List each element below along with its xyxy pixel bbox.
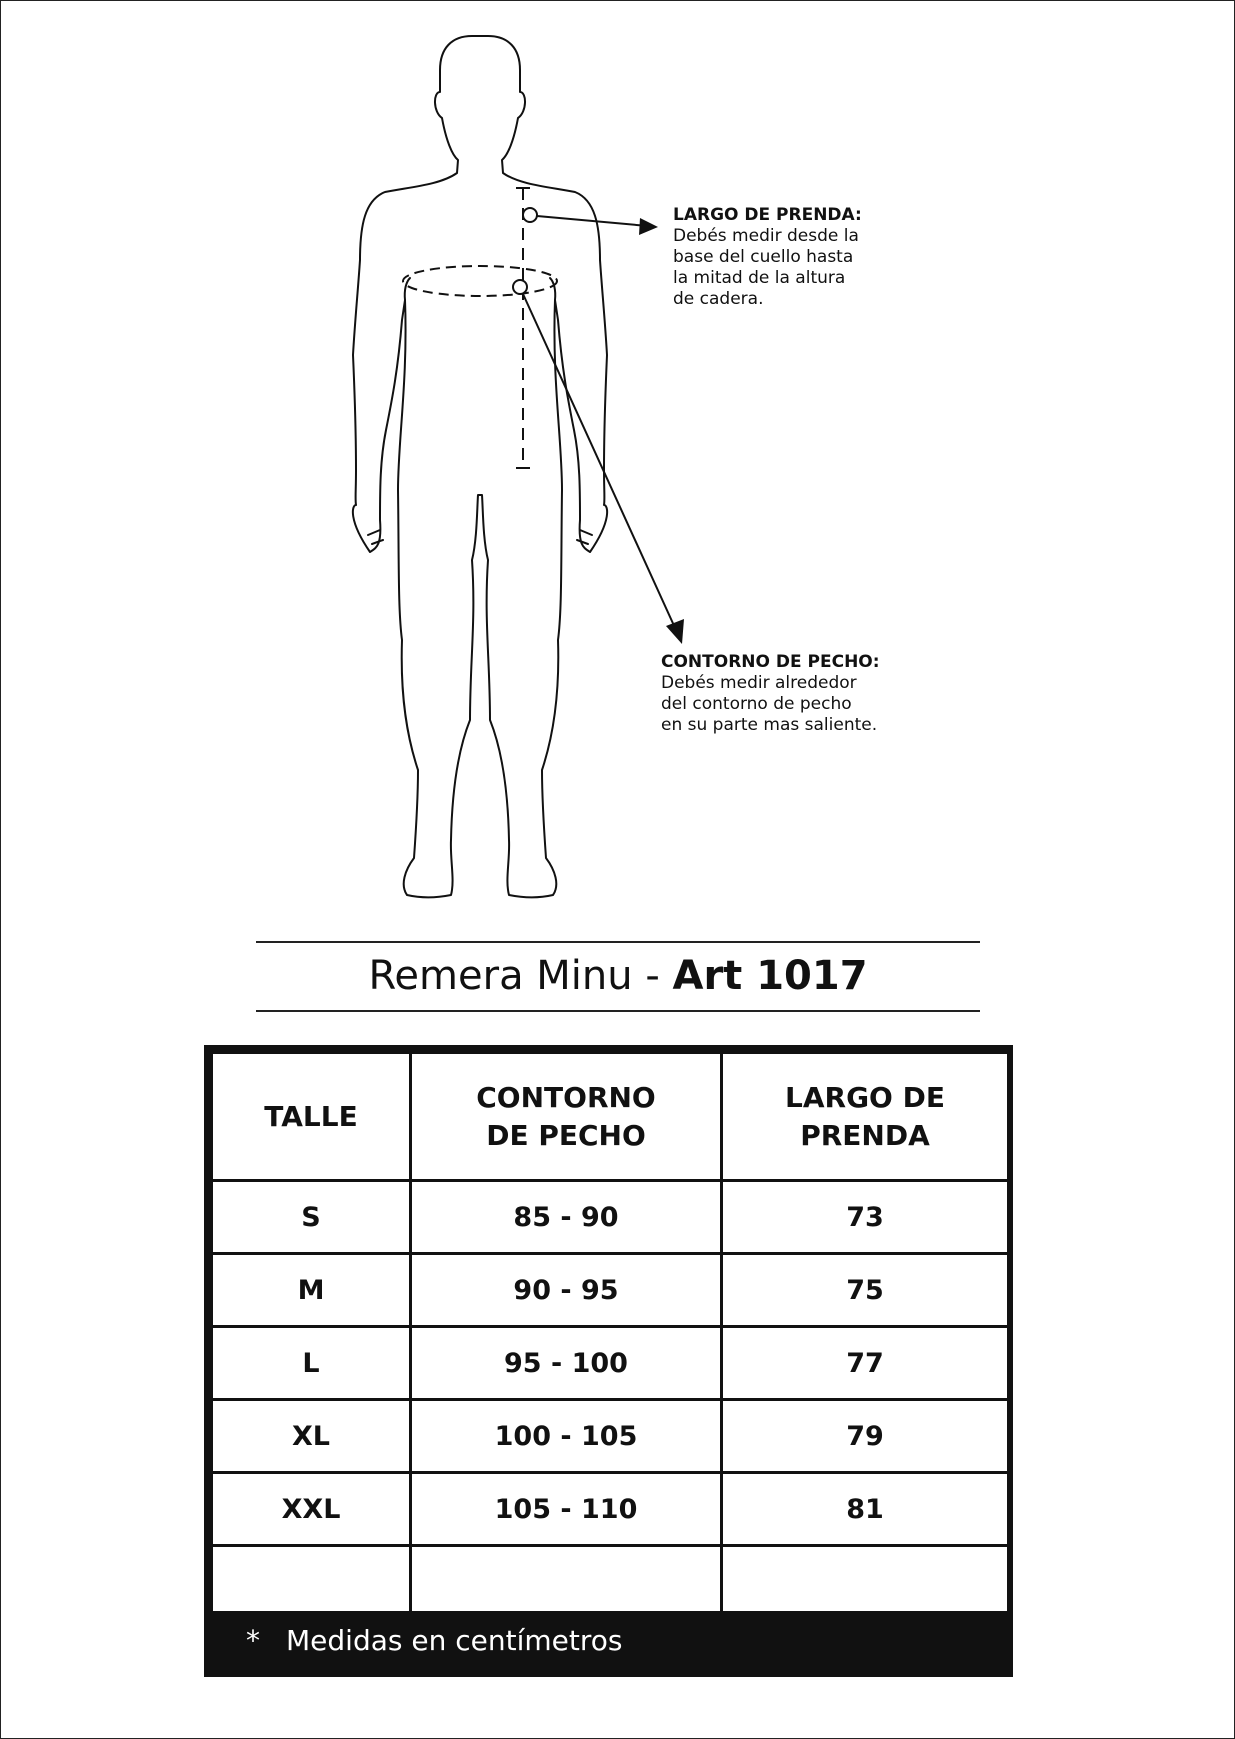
contorno-leader <box>523 294 676 630</box>
cell-talle: XXL <box>212 1473 411 1546</box>
table-row <box>212 1473 1009 1546</box>
contorno-marker <box>513 280 527 294</box>
contorno-arrowhead <box>666 619 684 644</box>
table-row <box>212 1400 1009 1473</box>
cell-talle: S <box>212 1181 411 1254</box>
body-outline <box>353 36 607 897</box>
header-largo <box>722 1053 1009 1181</box>
cell-largo: 75 <box>722 1254 1009 1327</box>
largo-leader <box>537 216 648 226</box>
cell-contorno: 90 - 95 <box>411 1254 722 1327</box>
size-grid <box>210 1051 1010 1614</box>
contorno-note-line: del contorno de pecho <box>661 694 852 714</box>
table-row <box>212 1181 1009 1254</box>
largo-note-line: Debés medir desde la <box>673 226 859 246</box>
title-top-rule <box>256 941 980 943</box>
contorno-note-line: en su parte mas saliente. <box>661 715 878 735</box>
largo-note-title: LARGO DE PRENDA: <box>673 205 862 225</box>
cell-contorno: 100 - 105 <box>411 1400 722 1473</box>
cell-largo <box>722 1546 1009 1613</box>
cell-contorno: 105 - 110 <box>411 1473 722 1546</box>
largo-arrowhead <box>639 218 658 235</box>
table-row-empty <box>212 1546 1009 1613</box>
header-line: PRENDA <box>800 1118 930 1152</box>
table-header-row <box>212 1053 1009 1181</box>
cell-largo: 77 <box>722 1327 1009 1400</box>
header-talle <box>212 1053 411 1181</box>
cell-talle: M <box>212 1254 411 1327</box>
table-row <box>212 1327 1009 1400</box>
contorno-note <box>661 652 880 736</box>
product-name: Remera Minu - <box>368 953 660 999</box>
cell-largo: 81 <box>722 1473 1009 1546</box>
cell-contorno <box>411 1546 722 1613</box>
contorno-note-title: CONTORNO DE PECHO: <box>661 652 880 672</box>
cell-contorno: 95 - 100 <box>411 1327 722 1400</box>
largo-note-line: de cadera. <box>673 289 764 309</box>
cell-talle: XL <box>212 1400 411 1473</box>
chest-measure-ellipse <box>403 266 557 296</box>
header-line: CONTORNO <box>476 1080 656 1114</box>
product-title <box>256 948 980 1004</box>
header-contorno <box>411 1053 722 1181</box>
product-article: Art 1017 <box>672 953 868 999</box>
largo-note-line: base del cuello hasta <box>673 247 854 267</box>
largo-marker <box>523 208 537 222</box>
footnote-text: Medidas en centímetros <box>286 1624 623 1657</box>
cell-talle <box>212 1546 411 1613</box>
footnote-asterisk: * <box>246 1624 260 1657</box>
header-line: DE PECHO <box>486 1118 646 1152</box>
header-line: LARGO DE <box>785 1080 945 1114</box>
left-armpit <box>405 278 410 300</box>
cell-talle: L <box>212 1327 411 1400</box>
largo-note <box>673 205 862 310</box>
title-bottom-rule <box>256 1010 980 1012</box>
largo-note-line: la mitad de la altura <box>673 268 846 288</box>
table-footer-note <box>210 1611 1007 1671</box>
cell-largo: 79 <box>722 1400 1009 1473</box>
right-armpit <box>550 278 555 300</box>
cell-contorno: 85 - 90 <box>411 1181 722 1254</box>
header-line: TALLE <box>264 1099 358 1133</box>
table-row <box>212 1254 1009 1327</box>
size-table <box>204 1045 1013 1677</box>
cell-largo: 73 <box>722 1181 1009 1254</box>
contorno-note-line: Debés medir alrededor <box>661 673 857 693</box>
